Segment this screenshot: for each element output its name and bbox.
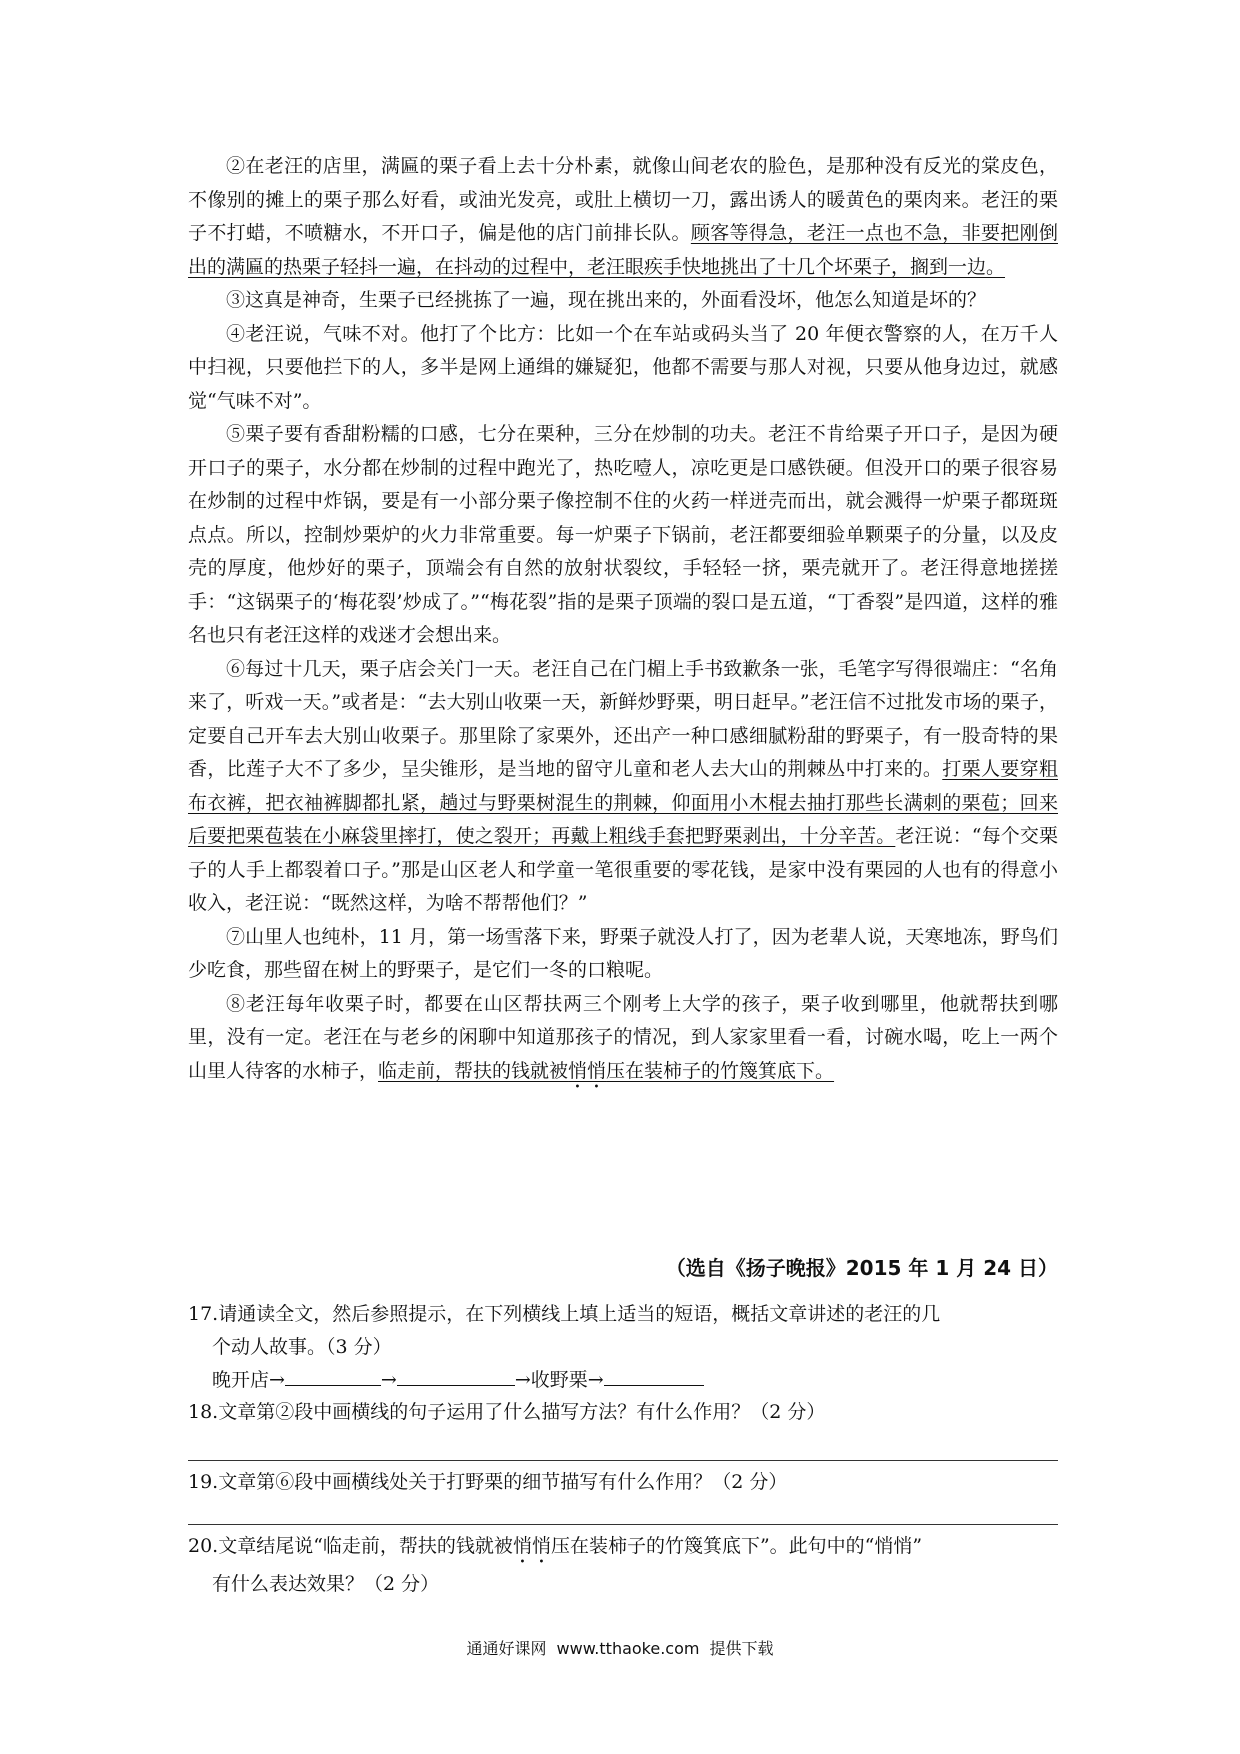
middle-label: →收野栗→ [514, 1369, 604, 1391]
footer-url[interactable]: www.tthaoke.com [556, 1639, 700, 1658]
paragraph-2 [188, 150, 1058, 284]
question-20-line-2: 有什么表达效果？（2 分） [212, 1573, 440, 1595]
source-citation: （选自《扬子晚报》2015 年 1 月 24 日） [665, 1256, 1058, 1280]
footer-note: 提供下载 [709, 1639, 774, 1658]
answer-blank-3[interactable] [604, 1384, 704, 1386]
paragraph-8-underlined-ending [378, 1060, 834, 1082]
ending-text-2: 压在装柿子的竹篾箕底下。 [606, 1059, 835, 1082]
paragraph-2-text: ②在老汪的店里，满匾的栗子看上去十分朴素，就像山间老农的脸色，是那种没有反光的棠皮色，不像别的摊上的栗子那么好看，或油光发亮，或肚上横切一刀，露出诱人的暖黄色的栗肉来。老汪的栗子不打蜡，不喷糖水，不开口子，偏是他的店门前排长队。 [188, 155, 1058, 244]
question-20 [188, 1530, 1058, 1601]
emphasis-dotted-word: 悄悄 [568, 1059, 607, 1082]
paragraph-8-text: ⑧老汪每年收栗子时，都要在山区帮扶两三个刚考上大学的孩子，栗子收到哪里，他就帮扶到哪里，没有一定。老汪在与老乡的闲聊中知道那孩子的情况，到人家家里看一看，讨碗水喝，吃上一两个山里人待客的水柿子， [188, 992, 1058, 1082]
arrow: → [380, 1369, 397, 1391]
question-17-answer-row [188, 1364, 1058, 1397]
footer-site-name: 通通好课网 [466, 1639, 547, 1658]
question-18: 18.文章第②段中画横线的句子运用了什么描写方法？有什么作用？（2 分） [188, 1401, 826, 1423]
ending-text-1: 临走前，帮扶的钱就被 [378, 1059, 569, 1082]
answer-blank-2[interactable] [397, 1384, 515, 1386]
paragraph-2-underlined-sentence: 顾客等得急，老汪一点也不急，非要把刚倒出的满匾的热栗子轻抖一遍，在抖动的过程中，老汪眼疾手快地挑出了十几个坏栗子，搁到一边。 [188, 222, 1058, 278]
question-19: 19.文章第⑥段中画横线处关于打野栗的细节描写有什么作用？（2 分） [188, 1471, 788, 1493]
answer-line-19[interactable] [188, 1524, 1058, 1525]
footer [0, 1636, 1240, 1659]
question-20-text-2: 压在装柿子的竹篾箕底下”。此句中的“悄悄” [550, 1535, 923, 1557]
question-17-line-1: 17.请通读全文，然后参照提示，在下列横线上填上适当的短语，概括文章讲述的老汪的几 [188, 1303, 941, 1325]
answer-blank-1[interactable] [285, 1384, 381, 1386]
question-20-text-1: 20.文章结尾说“临走前，帮扶的钱就被 [188, 1535, 513, 1557]
paragraph-6-underlined-detail: 打栗人要穿粗布衣裤，把衣袖裤脚都扎紧，趟过与野栗树混生的荆棘，仰面用小木棍去抽打那些长满刺的栗苞；回来后要把栗苞装在小麻袋里摔打，使之裂开；再戴上粗线手套把野栗剥出，十分辛苦。 [188, 758, 1058, 847]
paragraph-7: ⑦山里人也纯朴，11 月，第一场雪落下来，野栗子就没人打了，因为老辈人说，天寒地冻，野鸟们少吃食，那些留在树上的野栗子，是它们一冬的口粮呢。 [188, 925, 1058, 981]
paragraph-5: ⑤栗子要有香甜粉糯的口感，七分在栗种，三分在炒制的功夫。老汪不肯给栗子开口子，是因为硬开口子的栗子，水分都在炒制的过程中跑光了，热吃噎人，凉吃更是口感铁硬。但没开口的栗子很容易在炒制的过程中炸锅，要是有一小部分栗子像控制不住的火药一样迸壳而出，就会溅得一炉栗子都斑斑点点。所以，控制炒栗炉的火力非常重要。每一炉栗子下锅前，老汪都要细验单颗栗子的分量，以及皮壳的厚度，他炒好的栗子，顶端会有自然的放射状裂纹，手轻轻一挤，栗壳就开了。老汪得意地搓搓手：“这锅栗子的‘梅花裂’炒成了。”“梅花裂”指的是栗子顶端的裂口是五道，“丁香裂”是四道，这样的雅名也只有老汪这样的戏迷才会想出来。 [188, 423, 1058, 646]
question-17 [188, 1298, 1058, 1397]
question-20-line-1 [188, 1530, 1058, 1568]
reading-passage [188, 150, 1058, 1093]
paragraph-6-text-end: 老汪说：“每个交栗子的人手上都裂着口子。”那是山区老人和学童一笔很重要的零花钱，是家中没有栗园的人也有的得意小收入，老汪说：“既然这样，为啥不帮帮他们？” [188, 825, 1058, 914]
start-label: 晚开店→ [212, 1369, 285, 1391]
paragraph-6 [188, 653, 1058, 921]
emphasis-dotted-word: 悄悄 [512, 1535, 551, 1557]
paragraph-8 [188, 988, 1058, 1093]
paragraph-3: ③这真是神奇，生栗子已经挑拣了一遍，现在挑出来的，外面看没坏，他怎么知道是坏的？ [226, 289, 987, 311]
paragraph-4: ④老汪说，气味不对。他打了个比方：比如一个在车站或码头当了 20 年便衣警察的人，在万千人中扫视，只要他拦下的人，多半是网上通缉的嫌疑犯，他都不需要与那人对视，只要从他身边过，就感觉“气味不对”。 [188, 322, 1058, 412]
answer-line-18[interactable] [188, 1460, 1058, 1461]
question-17-line-2: 个动人故事。（3 分） [212, 1336, 392, 1358]
paragraph-6-text: ⑥每过十几天，栗子店会关门一天。老汪自己在门楣上手书致歉条一张，毛笔字写得很端庄：“名角来了，听戏一天。”或者是：“去大别山收栗一天，新鲜炒野栗，明日赶早。”老汪信不过批发市场的栗子，定要自己开车去大别山收栗子。那里除了家栗外，还出产一种口感细腻粉甜的野栗子，有一股奇特的果香，比莲子大不了多少，呈尖锥形，是当地的留守儿童和老人去大山的荆棘丛中打来的。 [188, 657, 1058, 780]
